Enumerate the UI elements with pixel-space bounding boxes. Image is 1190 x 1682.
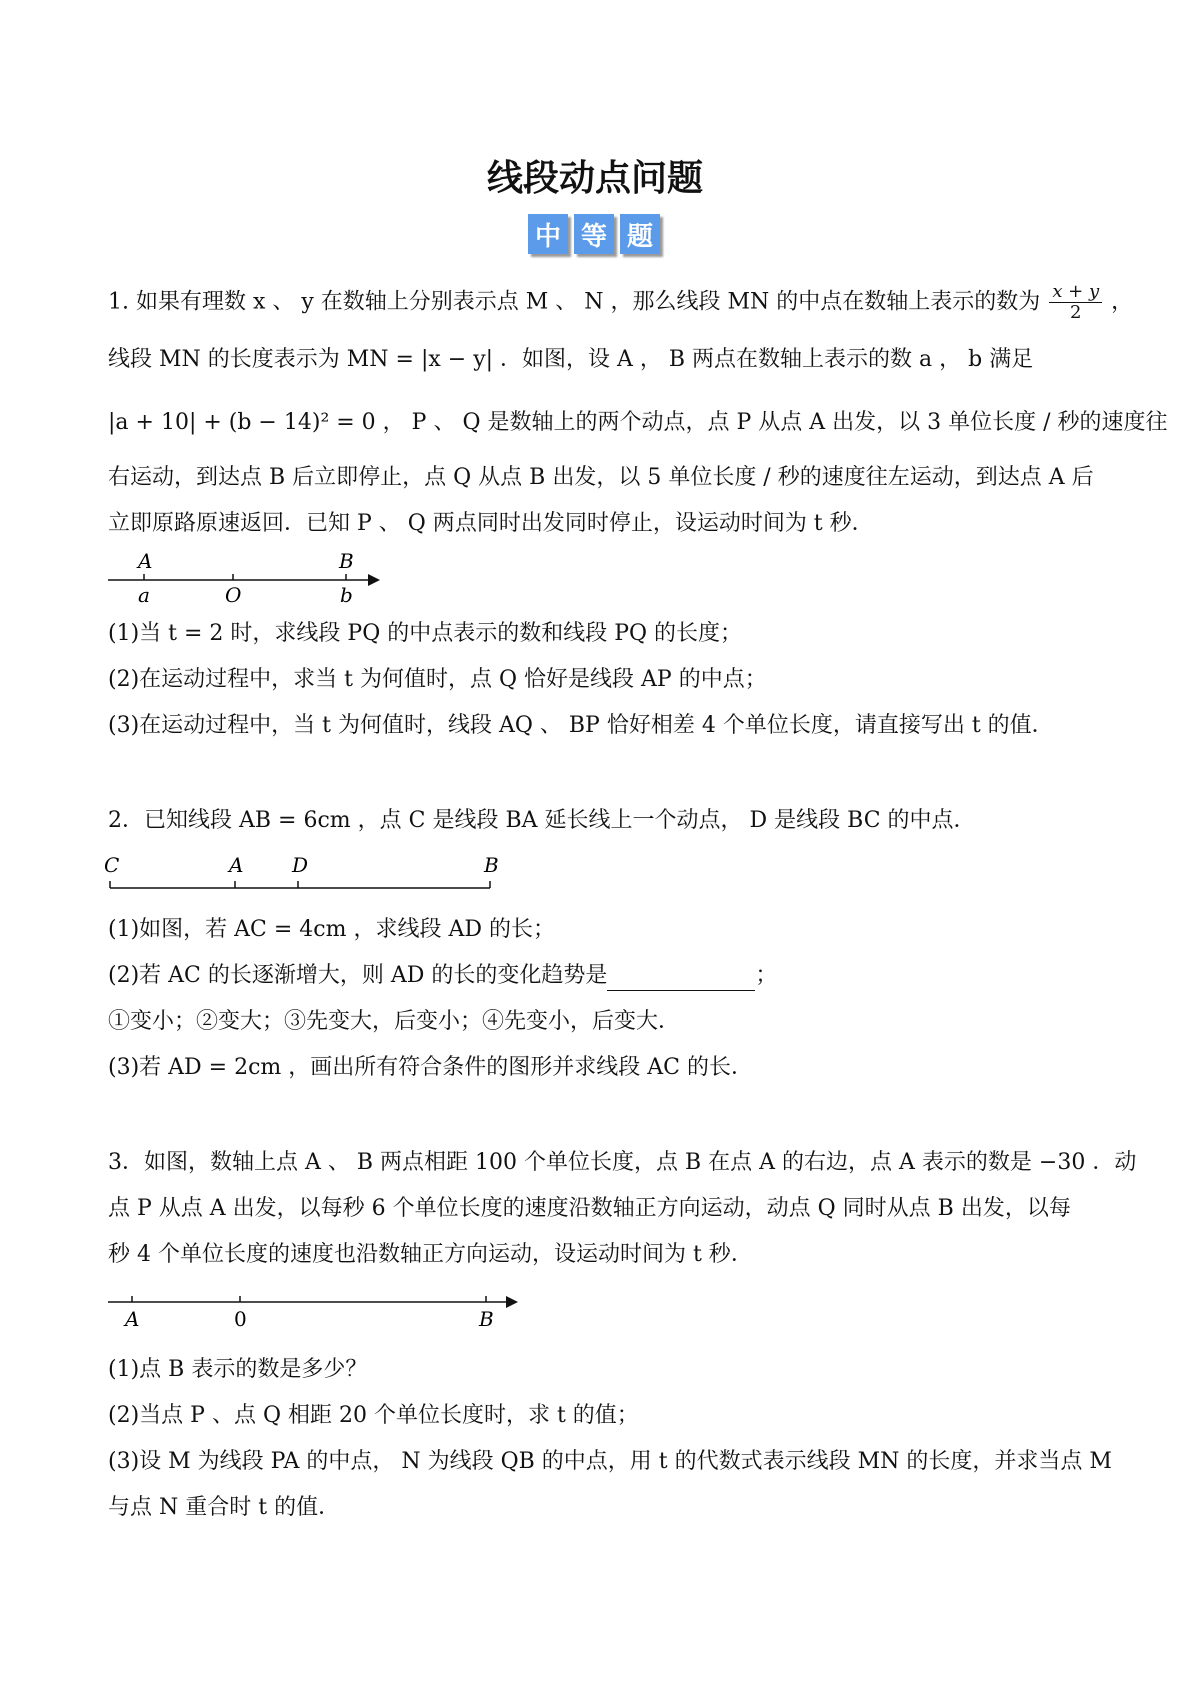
problem-2-question-3: (3)若 AD = 2cm ，画出所有符合条件的图形并求线段 AC 的长． <box>108 1055 753 1080</box>
label-b: b <box>340 583 353 607</box>
problem-3-question-2: (2)当点 P 、点 Q 相距 20 个单位长度时，求 t 的值； <box>108 1403 639 1428</box>
fraction-numerator: x + y <box>1049 282 1102 303</box>
label-a: a <box>138 583 150 607</box>
p2-q2-end: ； <box>755 963 778 988</box>
answer-blank[interactable] <box>607 968 755 991</box>
number-line-figure-1 <box>100 548 390 608</box>
label-A: A <box>125 1307 140 1330</box>
label-A: A <box>138 549 153 573</box>
badge-question: 题 <box>620 214 660 254</box>
problem-3-line-3: 秒 4 个单位长度的速度也沿数轴正方向运动，设运动时间为 t 秒． <box>108 1242 753 1267</box>
problem-1-question-3: (3)在运动过程中，当 t 为何值时，线段 AQ 、 BP 恰好相差 4 个单位长度，请直接写出 t 的值． <box>108 713 1054 738</box>
problem-1-question-2: (2)在运动过程中，求当 t 为何值时，点 Q 恰好是线段 AP 的中点； <box>108 667 767 692</box>
p2-q2-text: (2)若 AC 的长逐渐增大，则 AD 的长的变化趋势是 <box>108 963 608 988</box>
problem-3-line-2: 点 P 从点 A 出发，以每秒 6 个单位长度的速度沿数轴正方向运动，动点 Q 同时从点 B 出发，以每 <box>108 1196 1071 1221</box>
label-B: B <box>484 853 499 877</box>
problem-3-question-3-cont: 与点 N 重合时 t 的值． <box>108 1495 341 1520</box>
problem-3-question-1: (1)点 B 表示的数是多少？ <box>108 1357 368 1382</box>
label-C: C <box>104 853 120 877</box>
fraction-denominator: 2 <box>1070 302 1082 323</box>
problem-3-line-1: 3．如图，数轴上点 A 、 B 两点相距 100 个单位长度，点 B 在点 A 的右边，点 A 表示的数是 −30 ．动 <box>108 1150 1137 1175</box>
page-title: 线段动点问题 <box>486 158 703 199</box>
problem-1-line-1 <box>108 282 1133 323</box>
difficulty-badges <box>528 214 660 254</box>
segment-figure-2 <box>100 852 510 898</box>
label-zero: 0 <box>234 1307 247 1330</box>
problem-2-question-2 <box>108 961 777 991</box>
fraction <box>1049 282 1102 323</box>
problem-1-line-5: 立即原路原速返回．已知 P 、 Q 两点同时出发同时停止，设运动时间为 t 秒． <box>108 511 874 536</box>
label-D: D <box>292 853 309 877</box>
problem-1-line-4: 右运动，到达点 B 后立即停止，点 Q 从点 B 出发，以 5 单位长度 / 秒的速度往左运动，到达点 A 后 <box>108 465 1094 490</box>
problem-3-question-3: (3)设 M 为线段 PA 的中点， N 为线段 QB 的中点，用 t 的代数式表示线段 MN 的长度，并求当点 M <box>108 1449 1112 1474</box>
label-B: B <box>339 549 354 573</box>
problem-1-line-2: 线段 MN 的长度表示为 MN = |x − y| ．如图，设 A ， B 两点在数轴上表示的数 a ， b 满足 <box>108 347 1034 372</box>
label-B: B <box>479 1307 494 1330</box>
label-A: A <box>229 853 244 877</box>
problem-1-question-1: (1)当 t = 2 时，求线段 PQ 的中点表示的数和线段 PQ 的长度； <box>108 621 743 646</box>
p1-text-a: 1. 如果有理数 x 、 y 在数轴上分别表示点 M 、 N ，那么线段 MN 的中点在数轴上表示的数为 <box>108 289 1041 315</box>
label-O: O <box>225 583 242 607</box>
number-line-figure-3 <box>100 1286 530 1330</box>
badge-equal: 等 <box>574 214 614 254</box>
problem-2-question-1: (1)如图，若 AC = 4cm ，求线段 AD 的长； <box>108 917 555 942</box>
problem-2-line-1: 2．已知线段 AB = 6cm ，点 C 是线段 BA 延长线上一个动点， D 是线段 BC 的中点． <box>108 808 976 833</box>
p1-text-b: ， <box>1111 289 1134 315</box>
problem-1-line-3: |a + 10| + (b − 14)² = 0 ， P 、 Q 是数轴上的两个动点，点 P 从点 A 出发，以 3 单位长度 / 秒的速度往 <box>108 410 1168 435</box>
badge-medium: 中 <box>528 214 568 254</box>
problem-2-options: ①变小；②变大；③先变大，后变小；④先变小，后变大． <box>108 1009 681 1034</box>
